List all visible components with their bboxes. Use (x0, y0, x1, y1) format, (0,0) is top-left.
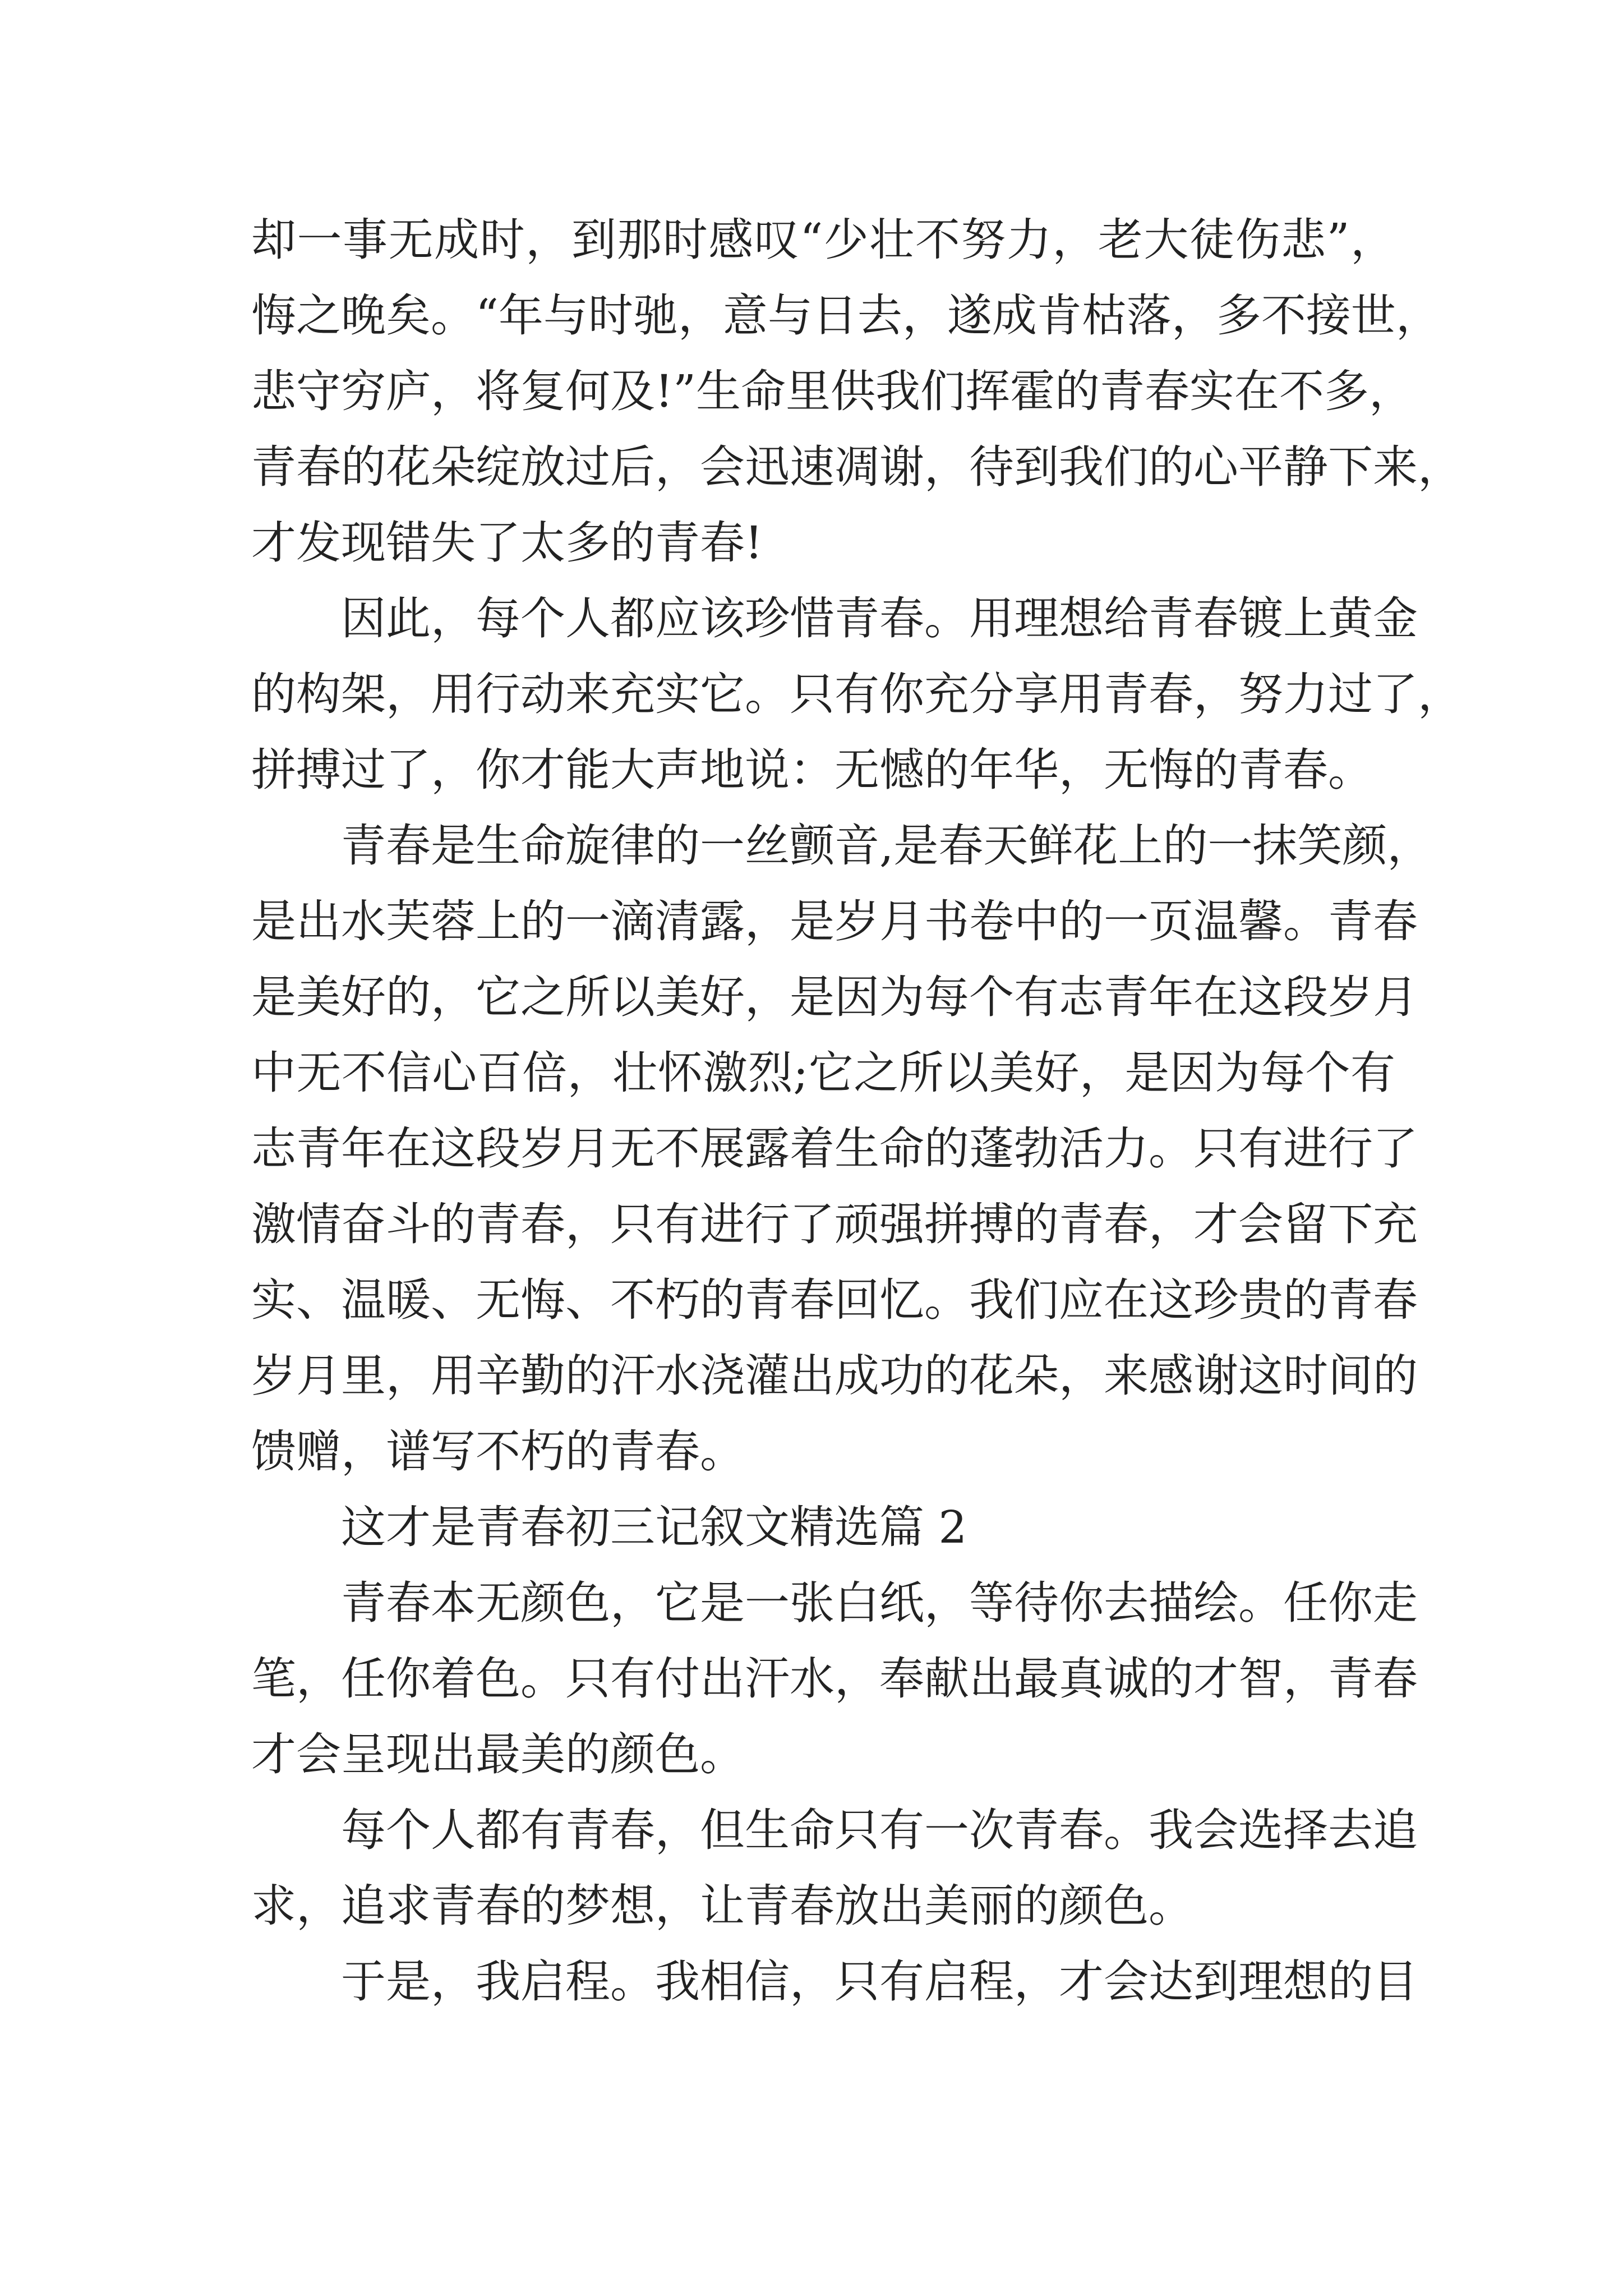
text-line: 青春是生命旋律的一丝颤音,是春天鲜花上的一抹笑颜， (341, 820, 1432, 872)
body-text (251, 202, 1463, 2019)
text-line: 因此，每个人都应该珍惜青春。用理想给青春镀上黄金 (341, 592, 1418, 645)
text-line: 拼搏过了，你才能大声地说：无憾的年华，无悔的青春。 (251, 744, 1373, 796)
text-line: 激情奋斗的青春，只有进行了顽强拼搏的青春，才会留下充 (251, 1198, 1418, 1250)
text-line: 岁月里，用辛勤的汗水浇灌出成功的花朵，来感谢这时间的 (251, 1350, 1418, 1402)
text-line: 却一事无成时，到那时感叹“少壮不努力，老大徒伤悲”， (251, 214, 1395, 266)
text-line: 于是，我启程。我相信，只有启程，才会达到理想的目 (341, 1955, 1418, 2008)
text-line: 中无不信心百倍，壮怀激烈;它之所以美好，是因为每个有 (251, 1047, 1395, 1099)
text-line: 馈赠，谱写不朽的青春。 (251, 1425, 745, 1478)
text-line: 求，追求青春的梦想，让青春放出美丽的颜色。 (251, 1880, 1193, 1932)
text-line: 悔之晚矣。“年与时驰，意与日去，遂成肯枯落，多不接世， (251, 289, 1441, 342)
section-heading: 这才是青春初三记叙文精选篇 2 (341, 1501, 967, 1553)
text-line: 才发现错失了太多的青春! (251, 517, 763, 569)
text-line: 是美好的，它之所以美好，是因为每个有志青年在这段岁月 (251, 971, 1418, 1023)
text-line: 青春的花朵绽放过后，会迅速凋谢，待到我们的心平静下来， (251, 441, 1463, 493)
text-line: 每个人都有青春，但生命只有一次青春。我会选择去追 (341, 1804, 1418, 1856)
text-line: 悲守穷庐，将复何及!”生命里供我们挥霍的青春实在不多， (251, 365, 1414, 417)
text-line: 实、温暖、无悔、不朽的青春回忆。我们应在这珍贵的青春 (251, 1274, 1418, 1326)
text-line: 笔，任你着色。只有付出汗水，奉献出最真诚的才智，青春 (251, 1653, 1418, 1705)
text-line: 的构架，用行动来充实它。只有你充分享用青春，努力过了， (251, 668, 1463, 720)
text-line: 志青年在这段岁月无不展露着生命的蓬勃活力。只有进行了 (251, 1122, 1418, 1175)
text-line: 是出水芙蓉上的一滴清露，是岁月书卷中的一页温馨。青春 (251, 895, 1418, 947)
text-line: 才会呈现出最美的颜色。 (251, 1728, 745, 1780)
text-line: 青春本无颜色，它是一张白纸，等待你去描绘。任你走 (341, 1577, 1418, 1629)
